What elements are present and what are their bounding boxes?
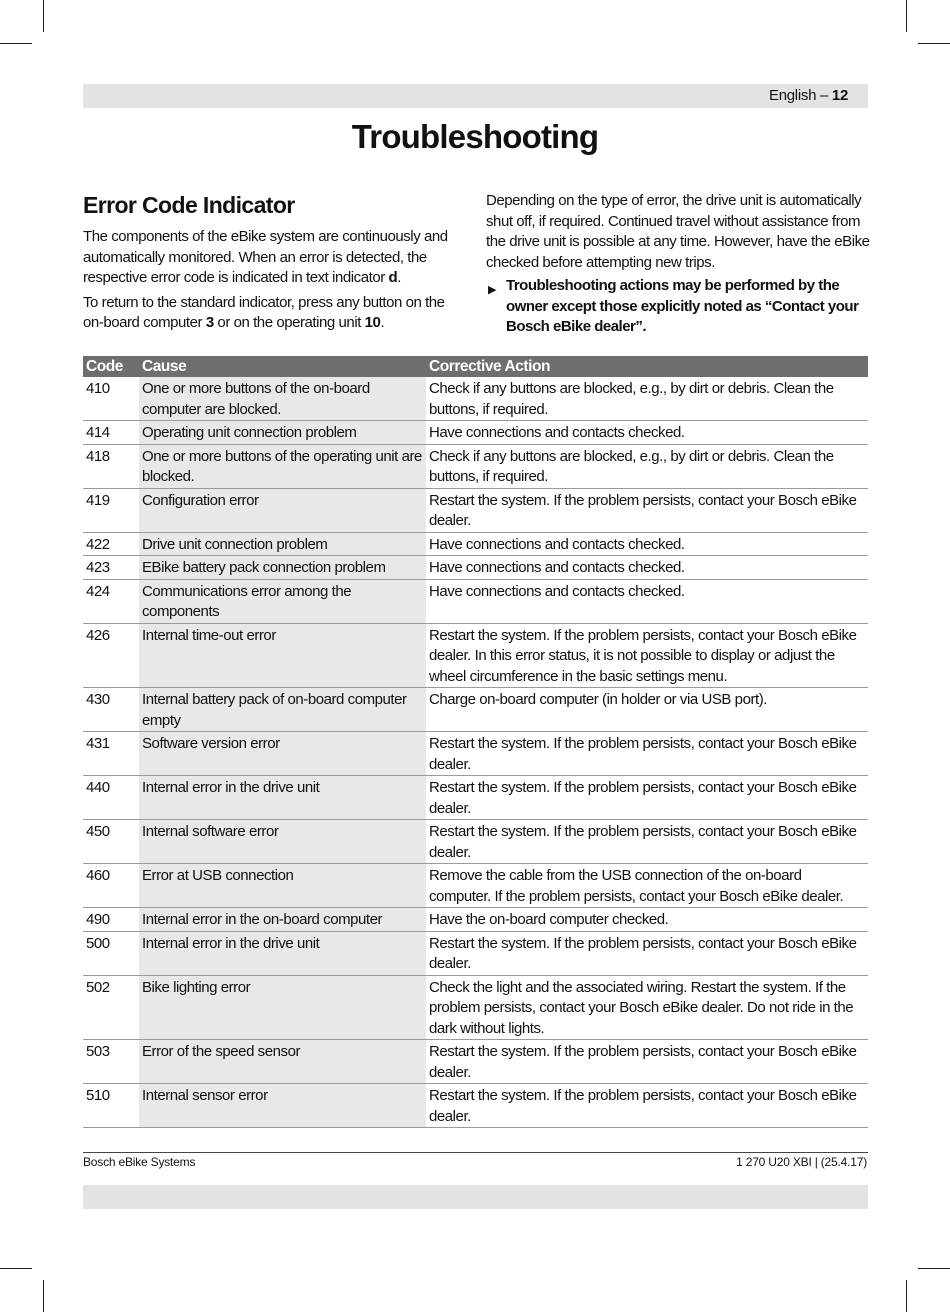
intro-paragraph xyxy=(83,227,468,289)
header-separator: – xyxy=(816,87,832,104)
table-row xyxy=(83,377,868,421)
table-row xyxy=(83,732,868,776)
corrective-action: Have the on-board computer checked. xyxy=(426,908,868,932)
crop-mark xyxy=(906,1280,907,1312)
corrective-action: Restart the system. If the problem persists, contact your Bosch eBike dealer. xyxy=(426,488,868,532)
crop-mark xyxy=(0,1268,32,1269)
corrective-action: Check if any buttons are blocked, e.g., by dirt or debris. Clean the buttons, if required. xyxy=(426,377,868,421)
error-cause: One or more buttons of the operating unit are blocked. xyxy=(139,444,426,488)
intro-end: . xyxy=(397,269,401,286)
error-cause: Operating unit connection problem xyxy=(139,421,426,445)
section-heading: Error Code Indicator xyxy=(83,192,295,218)
corrective-action: Have connections and contacts checked. xyxy=(426,556,868,580)
crop-mark xyxy=(906,0,907,32)
corrective-action: Restart the system. If the problem persists, contact your Bosch eBike dealer. xyxy=(426,776,868,820)
error-type-paragraph: Depending on the type of error, the drive unit is automatically shut off, if required. Continued travel without assistance from the drive unit is possible at any time. However, have the eBike checked before attempting new trips. xyxy=(486,192,870,271)
error-cause: Bike lighting error xyxy=(139,975,426,1040)
error-code: 460 xyxy=(83,864,139,908)
error-code: 419 xyxy=(83,488,139,532)
corrective-action: Remove the cable from the USB connection of the on-board computer. If the problem persists, contact your Bosch eBike dealer. xyxy=(426,864,868,908)
footer-divider xyxy=(83,1152,868,1153)
return-text-a: To return to the standard indicator, press any button on the on-board computer xyxy=(83,293,445,331)
table-row xyxy=(83,579,868,623)
footer-document-id: 1 270 U20 XBI | (25.4.17) xyxy=(736,1155,867,1169)
error-cause: Internal software error xyxy=(139,820,426,864)
corrective-action: Charge on-board computer (in holder or via USB port). xyxy=(426,688,868,732)
error-cause: Internal error in the drive unit xyxy=(139,931,426,975)
error-code: 431 xyxy=(83,732,139,776)
return-end: . xyxy=(380,314,385,331)
error-cause: Error of the speed sensor xyxy=(139,1040,426,1084)
table-row xyxy=(83,488,868,532)
ref-indicator-d: d xyxy=(388,269,398,286)
corrective-action: Restart the system. If the problem persists, contact your Bosch eBike dealer. xyxy=(426,1084,868,1128)
table-row xyxy=(83,931,868,975)
corrective-action: Restart the system. If the problem persists, contact your Bosch eBike dealer. xyxy=(426,732,868,776)
owner-note xyxy=(486,276,870,338)
error-code: 430 xyxy=(83,688,139,732)
error-code: 414 xyxy=(83,421,139,445)
corrective-action: Have connections and contacts checked. xyxy=(426,579,868,623)
corrective-action: Have connections and contacts checked. xyxy=(426,532,868,556)
table-row xyxy=(83,908,868,932)
error-cause: Internal time-out error xyxy=(139,623,426,688)
return-paragraph xyxy=(83,293,468,334)
crop-mark xyxy=(0,43,32,44)
corrective-action: Restart the system. If the problem persists, contact your Bosch eBike dealer. xyxy=(426,931,868,975)
error-code: 450 xyxy=(83,820,139,864)
table-row xyxy=(83,820,868,864)
error-cause: Communications error among the components xyxy=(139,579,426,623)
error-code: 500 xyxy=(83,931,139,975)
header-language: English xyxy=(769,87,817,104)
table-row xyxy=(83,532,868,556)
page-footer-bar xyxy=(83,1185,868,1209)
error-code: 422 xyxy=(83,532,139,556)
corrective-action: Have connections and contacts checked. xyxy=(426,421,868,445)
ref-onboard-computer: 3 xyxy=(205,314,214,331)
table-row xyxy=(83,444,868,488)
table-row xyxy=(83,864,868,908)
left-column xyxy=(83,190,468,338)
error-cause: Software version error xyxy=(139,732,426,776)
error-code-table xyxy=(83,356,868,1128)
error-cause: Internal sensor error xyxy=(139,1084,426,1128)
crop-mark xyxy=(918,1268,950,1269)
return-text-b: or on the operating unit xyxy=(213,314,365,331)
error-cause: One or more buttons of the on-board computer are blocked. xyxy=(139,377,426,421)
crop-mark xyxy=(43,1280,44,1312)
page-header xyxy=(769,87,848,104)
table-row xyxy=(83,776,868,820)
crop-mark xyxy=(43,0,44,32)
intro-text: The components of the eBike system are continuously and automatically monitored. When an error is detected, the respective error code is indicated in text indicator xyxy=(83,228,448,286)
table-row xyxy=(83,421,868,445)
footer-publisher: Bosch eBike Systems xyxy=(83,1155,196,1169)
error-cause: Internal error in the on-board computer xyxy=(139,908,426,932)
error-code: 502 xyxy=(83,975,139,1040)
error-cause: Error at USB connection xyxy=(139,864,426,908)
table-row xyxy=(83,688,868,732)
table-row xyxy=(83,623,868,688)
owner-note-text: Troubleshooting actions may be performed by the owner except those explicitly noted as “Contact your Bosch eBike dealer”. xyxy=(506,277,859,335)
error-cause: Internal battery pack of on-board computer empty xyxy=(139,688,426,732)
column-header-cause: Cause xyxy=(139,356,426,377)
column-header-action: Corrective Action xyxy=(426,356,868,377)
corrective-action: Check if any buttons are blocked, e.g., by dirt or debris. Clean the buttons, if required. xyxy=(426,444,868,488)
error-code: 503 xyxy=(83,1040,139,1084)
corrective-action: Restart the system. If the problem persists, contact your Bosch eBike dealer. xyxy=(426,1040,868,1084)
error-cause: Drive unit connection problem xyxy=(139,532,426,556)
error-cause: EBike battery pack connection problem xyxy=(139,556,426,580)
error-code: 418 xyxy=(83,444,139,488)
error-code: 510 xyxy=(83,1084,139,1128)
right-column xyxy=(486,191,870,338)
ref-operating-unit: 10 xyxy=(364,314,381,331)
page-title: Troubleshooting xyxy=(351,118,599,155)
table-row xyxy=(83,556,868,580)
triangle-bullet-icon: ▶ xyxy=(488,284,496,296)
page-header-bar xyxy=(83,84,868,108)
column-header-code: Code xyxy=(83,356,139,377)
table-row xyxy=(83,975,868,1040)
crop-mark xyxy=(918,43,950,44)
table-row xyxy=(83,1040,868,1084)
page-number: 12 xyxy=(831,87,848,104)
error-cause: Configuration error xyxy=(139,488,426,532)
error-code: 426 xyxy=(83,623,139,688)
corrective-action: Restart the system. If the problem persists, contact your Bosch eBike dealer. In this error status, it is not possible to display or adjust the wheel circumference in the basic settings menu. xyxy=(426,623,868,688)
table-row xyxy=(83,1084,868,1128)
corrective-action: Check the light and the associated wiring. Restart the system. If the problem persists, contact your Bosch eBike dealer. Do not ride in the dark without lights. xyxy=(426,975,868,1040)
table-header-row xyxy=(83,356,868,377)
error-code: 490 xyxy=(83,908,139,932)
error-code: 410 xyxy=(83,377,139,421)
error-code: 424 xyxy=(83,579,139,623)
corrective-action: Restart the system. If the problem persists, contact your Bosch eBike dealer. xyxy=(426,820,868,864)
error-code: 423 xyxy=(83,556,139,580)
error-cause: Internal error in the drive unit xyxy=(139,776,426,820)
error-code: 440 xyxy=(83,776,139,820)
